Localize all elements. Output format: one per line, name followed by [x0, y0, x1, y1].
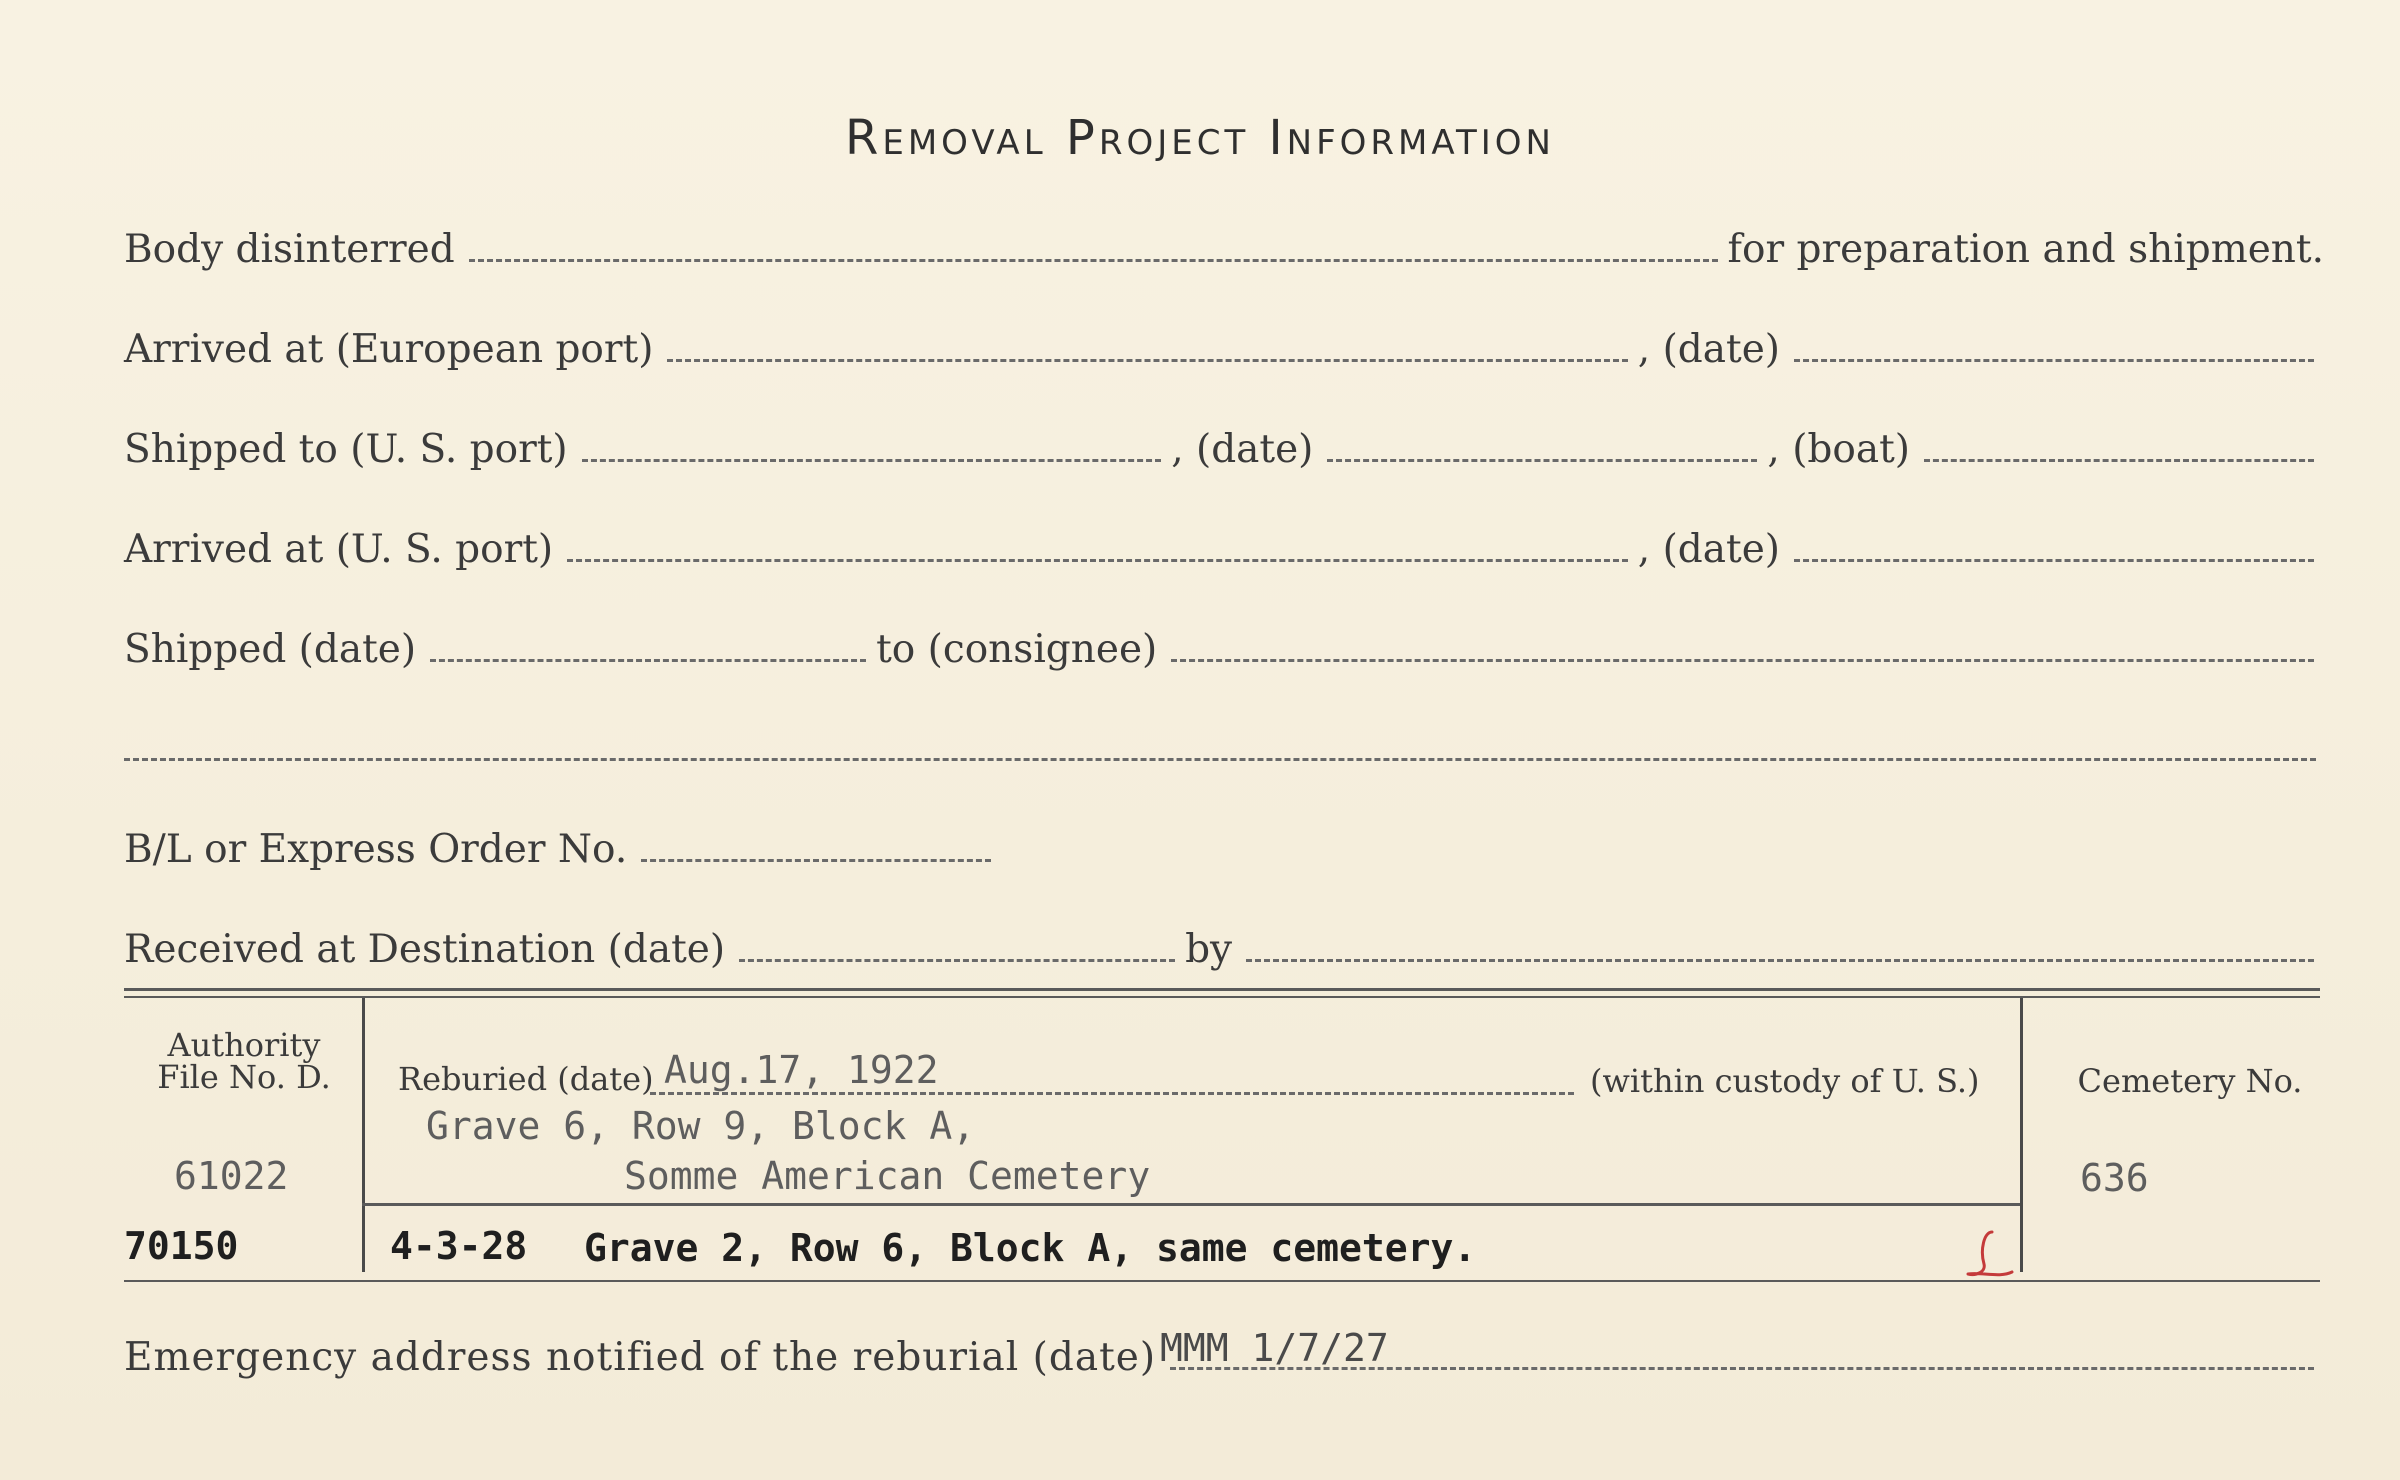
authority-label: Authority — [167, 1026, 321, 1064]
received-by-field[interactable] — [1246, 959, 2314, 962]
second-entry-date: 4-3-28 — [390, 1224, 528, 1268]
shipped-date-field[interactable] — [430, 659, 866, 662]
row-arrived-us — [124, 512, 2324, 572]
body-disinterred-label: Body disinterred — [124, 227, 455, 272]
emergency-date-value: MMM 1/7/27 — [1160, 1326, 1389, 1370]
shipped-date-label-2: Shipped (date) — [124, 627, 417, 672]
table-top-rule — [124, 988, 2320, 991]
body-disinterred-field[interactable] — [469, 259, 1718, 262]
bl-order-label: B/L or Express Order No. — [124, 827, 628, 872]
arrived-us-field[interactable] — [567, 559, 1628, 562]
custody-label: (within custody of U. S.) — [1590, 1062, 1980, 1100]
row-shipped-consignee — [124, 612, 2324, 672]
received-date-field[interactable] — [739, 959, 1175, 962]
received-destination-label: Received at Destination (date) — [124, 927, 726, 972]
file-no-label: File No. D. — [157, 1058, 331, 1096]
by-label: by — [1185, 927, 1233, 972]
authority-file-1: 61022 — [174, 1154, 289, 1198]
shipped-date-label: , (date) — [1171, 427, 1314, 472]
reburied-label: Reburied (date) — [398, 1060, 654, 1098]
row-body-disinterred — [124, 212, 2324, 272]
arrived-european-date-field[interactable] — [1794, 359, 2314, 362]
reburied-date: Aug.17, 1922 — [664, 1048, 939, 1092]
boat-label: , (boat) — [1767, 427, 1910, 472]
arrived-us-date-label: , (date) — [1637, 527, 1780, 572]
shipped-to-us-date-field[interactable] — [1327, 459, 1757, 462]
second-entry-text: Grave 2, Row 6, Block A, same cemetery. — [584, 1226, 1477, 1270]
grave-line-2: Somme American Cemetery — [624, 1154, 1151, 1198]
row-arrived-european — [124, 312, 2324, 372]
arrived-european-label: Arrived at (European port) — [124, 327, 654, 372]
shipped-to-us-label: Shipped to (U. S. port) — [124, 427, 568, 472]
bl-order-field[interactable] — [641, 859, 991, 862]
authority-file-2: 70150 — [124, 1224, 239, 1268]
consignee-continuation-field[interactable] — [124, 758, 2316, 761]
row-shipped-to-us — [124, 412, 2324, 472]
arrived-european-field[interactable] — [667, 359, 1627, 362]
shipped-to-us-field[interactable] — [582, 459, 1162, 462]
consignee-field[interactable] — [1171, 659, 2314, 662]
to-consignee-label: to (consignee) — [876, 627, 1158, 672]
row-received-destination — [124, 912, 2324, 972]
grave-line-1: Grave 6, Row 9, Block A, — [426, 1104, 976, 1148]
emergency-label: Emergency address notified of the reburial (date) — [124, 1335, 1157, 1380]
table-mid-rule — [362, 1203, 2020, 1206]
for-preparation-label: for preparation and shipment. — [1727, 227, 2324, 272]
red-check-mark-icon — [1962, 1226, 2018, 1282]
table-divider-right — [2020, 998, 2023, 1272]
cemetery-no: 636 — [2080, 1156, 2149, 1200]
arrived-us-date-field[interactable] — [1794, 559, 2314, 562]
boat-field[interactable] — [1924, 459, 2314, 462]
cemetery-no-label: Cemetery No. — [2077, 1062, 2303, 1100]
arrived-us-label: Arrived at (U. S. port) — [124, 527, 554, 572]
reburied-date-field[interactable] — [650, 1092, 1574, 1095]
row-bl-order — [124, 812, 2324, 872]
date-label: , (date) — [1637, 327, 1780, 372]
table-top-rule-2 — [124, 996, 2320, 998]
page-title: Removal Project Information — [845, 110, 1555, 166]
